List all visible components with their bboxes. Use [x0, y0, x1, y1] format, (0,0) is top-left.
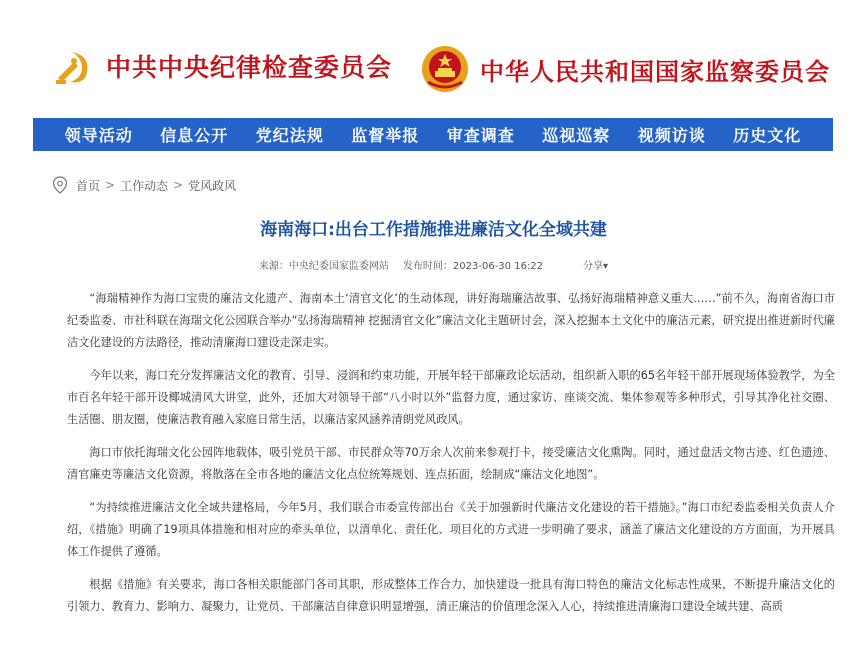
- article-body: [67, 288, 835, 629]
- nsc-brand[interactable]: [420, 44, 830, 94]
- nav-item-video[interactable]: 视频访谈: [637, 126, 706, 145]
- article-publish-time: 发布时间：2023-06-30 16:22: [402, 261, 544, 272]
- nav-item-info-disclosure[interactable]: 信息公开: [160, 126, 229, 145]
- nav-item-regulations[interactable]: 党纪法规: [255, 126, 324, 145]
- nav-item-leadership[interactable]: 领导活动: [64, 126, 133, 145]
- article-meta: [0, 257, 867, 272]
- nav-item-inspection[interactable]: 巡视巡察: [542, 126, 611, 145]
- article-paragraph: 今年以来，海口充分发挥廉洁文化的教育、引导、浸润和约束功能，开展年轻干部廉政论坛活动，组织新入职的65名年轻干部开展现场体验教学，为全市百名年轻干部开设椰城清风大讲堂，此外，还加大对领导干部“八小时以外”监督力度，通过家访、座谈交流、集体参观等多种形式，引导其净化社交圈、生活圈、朋友圈，使廉洁教育融入家庭日常生活，以廉洁家风涵养清朗党风政风。: [67, 369, 835, 426]
- nsc-title: 中华人民共和国国家监察委员会: [480, 56, 830, 86]
- breadcrumb-home[interactable]: 首页: [76, 178, 101, 193]
- party-emblem-icon: [52, 44, 96, 88]
- site-header: [0, 0, 867, 118]
- article-title: 海南海口:出台工作措施推进廉洁文化全域共建: [260, 220, 607, 240]
- main-nav: [33, 118, 833, 151]
- nav-item-investigation[interactable]: 审查调查: [446, 126, 515, 145]
- article-source: 来源：中央纪委国家监委网站: [258, 261, 389, 272]
- location-pin-icon: [52, 176, 68, 194]
- breadcrumb-party-conduct[interactable]: 党风政风: [188, 178, 237, 193]
- ccdi-brand[interactable]: [52, 44, 392, 88]
- ccdi-title: 中共中央纪律检查委员会: [106, 53, 393, 82]
- share-button[interactable]: 分享▾: [583, 261, 609, 272]
- nav-item-history[interactable]: 历史文化: [733, 126, 802, 145]
- nav-item-report[interactable]: 监督举报: [351, 126, 420, 145]
- national-emblem-icon: [420, 44, 470, 94]
- breadcrumb-separator: >: [105, 178, 116, 192]
- article-paragraph: “海瑞精神作为海口宝贵的廉洁文化遗产、海南本土‘清官文化’的生动体现，讲好海瑞廉洁故事、弘扬好海瑞精神意义重大……”前不久，海南省海口市纪委监委、市社科联在海瑞文化公园联合举办“弘扬海瑞精神 挖掘清官文化”廉洁文化主题研讨会，深入挖掘本土文化中的廉洁元素，研究提出推进新时代廉洁文化建设的方法路径，推动清廉海口建设走深走实。: [67, 292, 835, 349]
- breadcrumb-separator: >: [173, 178, 184, 192]
- article-paragraph: 根据《措施》有关要求，海口各相关职能部门各司其职，形成整体工作合力，加快建设一批具有海口特色的廉洁文化标志性成果，不断提升廉洁文化的引领力、教育力、影响力、凝聚力，让党员、干部廉洁自律意识明显增强，清正廉洁的价值理念深入人心，持续推进清廉海口建设全域共建、高质: [67, 578, 835, 613]
- breadcrumb: [52, 176, 236, 194]
- breadcrumb-work-news[interactable]: 工作动态: [120, 178, 169, 193]
- article-paragraph: “为持续推进廉洁文化全域共建格局，今年5月，我们联合市委宣传部出台《关于加强新时代廉洁文化建设的若干措施》。”海口市纪委监委相关负责人介绍，《措施》明确了19项具体措施和相对应的牵头单位，以清单化、责任化、项目化的方式进一步明确了要求，涵盖了廉洁文化建设的方方面面，为开展具体工作提供了遵循。: [67, 501, 835, 558]
- article-paragraph: 海口市依托海瑞文化公园阵地载体，吸引党员干部、市民群众等70万余人次前来参观打卡，接受廉洁文化熏陶。同时，通过盘活文物古迹、红色遗迹、清官廉吏等廉洁文化资源，将散落在全市各地的廉洁文化点位统筹规划、连点拓面，绘制成“廉洁文化地图”。: [67, 446, 835, 481]
